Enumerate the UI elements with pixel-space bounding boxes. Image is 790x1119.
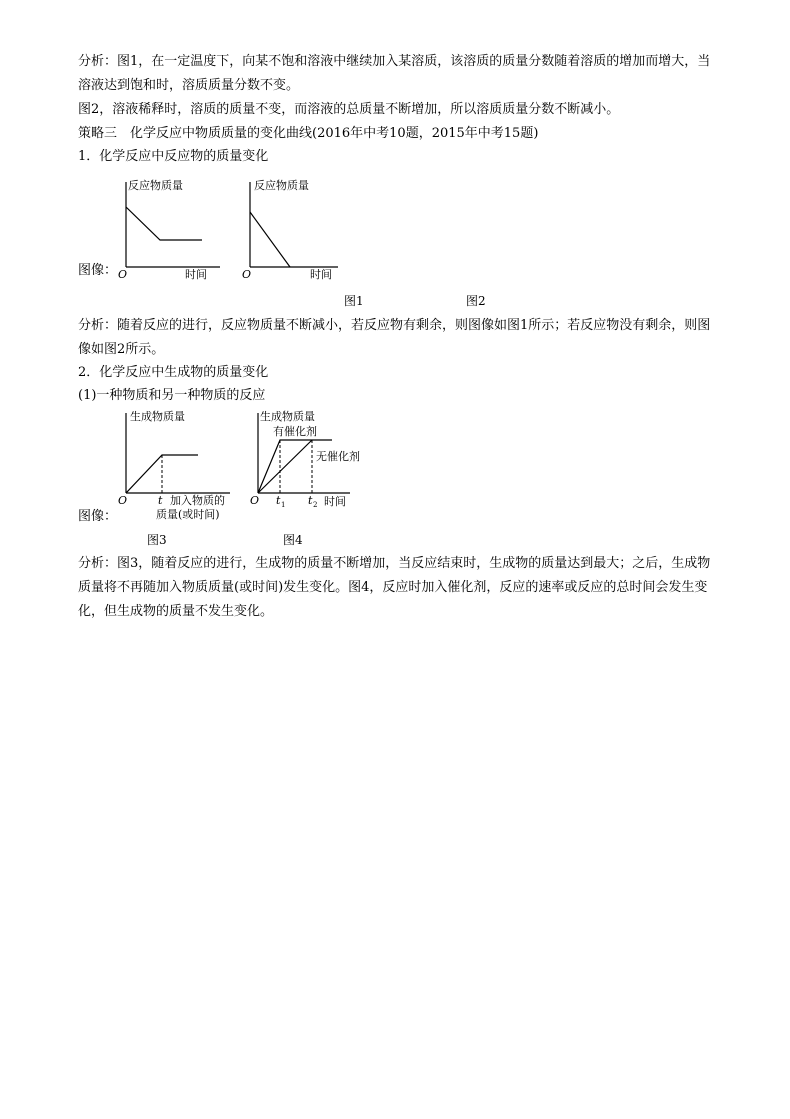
caption-fig2: 图2 <box>466 294 486 308</box>
graph4-t1: t <box>276 494 281 507</box>
analysis-text-4: 分析：图3，随着反应的进行，生成物的质量不断增加，当反应结束时，生成物的质量达到最大；之后，生成物质量将不再随加入物质质量(或时间)发生变化。图4，反应时加入催化剂，反应的速率或反应的总时间会发生变化，但生成物的质量不发生变化。 <box>78 556 711 619</box>
graph3-xlabel-2: 质量(或时间) <box>156 508 220 521</box>
graph1-xlabel: 时间 <box>185 268 207 281</box>
reactant-graphs <box>110 172 350 282</box>
strategy-heading: 策略三 化学反应中物质质量的变化曲线(2016年中考10题，2015年中考15题) <box>78 126 539 141</box>
graph4-t2: t <box>308 494 313 507</box>
graph4-with-catalyst: 有催化剂 <box>273 425 317 438</box>
graph-2 <box>242 178 338 281</box>
graph-1 <box>118 178 220 281</box>
analysis-text-3: 分析：随着反应的进行，反应物质量不断减小，若反应物有剩余，则图像如图1所示；若反应物没有剩余，则图像如图2所示。 <box>78 318 711 357</box>
image-label-2: 图像： <box>78 509 118 524</box>
graph4-xlabel: 时间 <box>324 495 346 508</box>
graph3-xlabel-1: 加入物质的 <box>170 494 225 507</box>
product-graphs <box>110 405 380 525</box>
graph1-origin: O <box>118 268 128 281</box>
section-heading-2: 2．化学反应中生成物的质量变化 <box>78 365 269 380</box>
graph2-xlabel: 时间 <box>310 268 332 281</box>
section-heading-1: 1．化学反应中反应物的质量变化 <box>78 149 269 164</box>
caption-fig1: 图1 <box>344 294 364 308</box>
caption-fig3: 图3 <box>147 533 167 547</box>
analysis-paragraph-1 <box>78 50 718 98</box>
graph4-t1-sub: 1 <box>281 501 286 509</box>
graph3-t: t <box>158 494 163 507</box>
graph4-t2-sub: 2 <box>313 501 318 509</box>
graph4-without-catalyst: 无催化剂 <box>316 450 360 463</box>
analysis-paragraph-3 <box>78 314 718 362</box>
graph-4 <box>250 409 360 509</box>
image-label-1: 图像： <box>78 263 118 278</box>
graph1-ylabel: 反应物质量 <box>128 179 183 192</box>
graph3-origin: O <box>118 494 128 507</box>
subsection-heading-1: (1)一种物质和另一种物质的反应 <box>78 388 266 403</box>
analysis-paragraph-2 <box>78 98 718 122</box>
graph2-ylabel: 反应物质量 <box>254 179 309 192</box>
graph2-origin: O <box>242 268 252 281</box>
graph4-ylabel: 生成物质量 <box>260 410 315 423</box>
graph-3 <box>118 409 230 521</box>
analysis-paragraph-4 <box>78 552 718 624</box>
analysis-text-1: 分析：图1，在一定温度下，向某不饱和溶液中继续加入某溶质，该溶质的质量分数随着溶质的增加而增大，当溶液达到饱和时，溶质质量分数不变。 <box>78 54 711 93</box>
caption-fig4: 图4 <box>283 533 303 547</box>
graph3-ylabel: 生成物质量 <box>130 410 185 423</box>
graph4-origin: O <box>250 494 260 507</box>
analysis-text-2: 图2，溶液稀释时，溶质的质量不变，而溶液的总质量不断增加，所以溶质质量分数不断减小。 <box>78 102 620 117</box>
